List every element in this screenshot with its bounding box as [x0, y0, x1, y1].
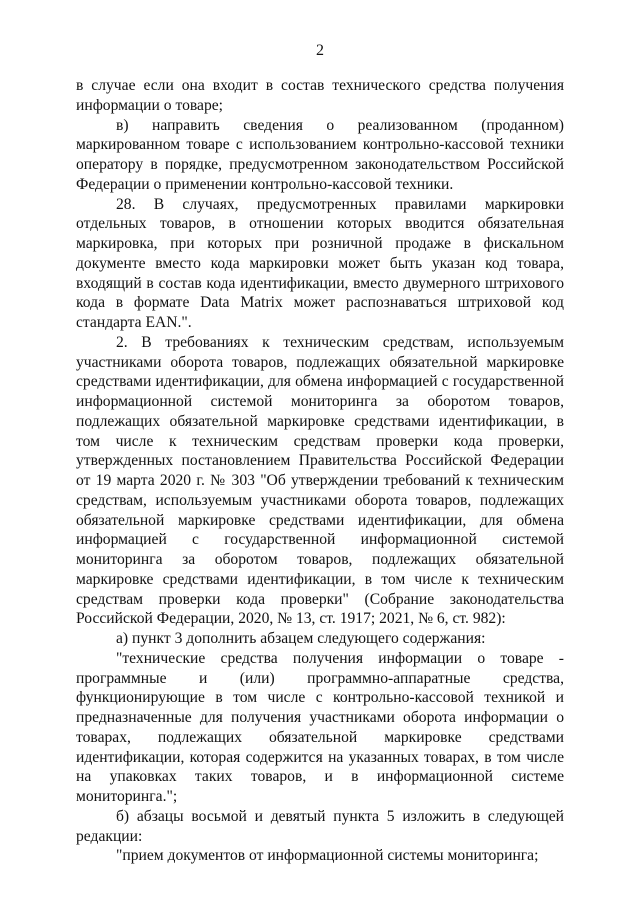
document-body — [76, 76, 564, 866]
paragraph: в случае если она входит в состав технического средства получения информации о товаре; — [76, 77, 564, 114]
paragraph: "технические средства получения информации о товаре - программные и (или) программно-аппаратные средства, функционирующие в том числе с контрольно-кассовой техникой и предназначенные для получения участниками оборота информации о товарах, подлежащих обязательной маркировке средствами идентификации, которая содержится на указанных товарах, в том числе на упаковках таких товаров, и в информационной системе мониторинга."; — [76, 649, 564, 805]
paragraph: 28. В случаях, предусмотренных правилами маркировки отдельных товаров, в отношении которых вводится обязательная маркировка, при которых при розничной продаже в фискальном документе вместо кода маркировки может быть указан код товара, входящий в состав кода идентификации, вместо двумерного штрихового кода в формате Data Matrix может распознаваться штриховой код стандарта EAN.". — [76, 195, 564, 331]
paragraph: б) абзацы восьмой и девятый пункта 5 изложить в следующей редакции: — [76, 807, 564, 845]
paragraph: 2. В требованиях к техническим средствам, используемым участниками оборота товаров, подлежащих обязательной маркировке средствами идентификации, для обмена информацией с государственной информационной системой мониторинга за оборотом товаров, подлежащих обязательной маркировке средствами идентификации, в том числе к техническим средствам проверки кода проверки, утвержденных постановлением Правительства Российской Федерации от 19 марта 2020 г. № 303 "Об утверждении требований к техническим средствам, используемым участниками оборота товаров, подлежащих обязательной маркировке средствами идентификации, для обмена информацией с государственной информационной системой мониторинга за оборотом товаров, подлежащих обязательной маркировке средствами идентификации, в том числе к техническим средствам проверки кода проверки" (Собрание законодательства Российской Федерации, 2020, № 13, ст. 1917; 2021, № 6, ст. 982): — [76, 333, 564, 628]
paragraph: а) пункт 3 дополнить абзацем следующего содержания: — [116, 630, 486, 647]
page-number: 2 — [316, 42, 324, 59]
paragraph: "прием документов от информационной системы мониторинга; — [116, 847, 539, 865]
paragraph: в) направить сведения о реализованном (проданном) маркированном товаре с использованием контрольно-кассовой техники оператору в порядке, предусмотренном законодательством Российской Федерации о применении контрольно-кассовой техники. — [76, 116, 564, 193]
